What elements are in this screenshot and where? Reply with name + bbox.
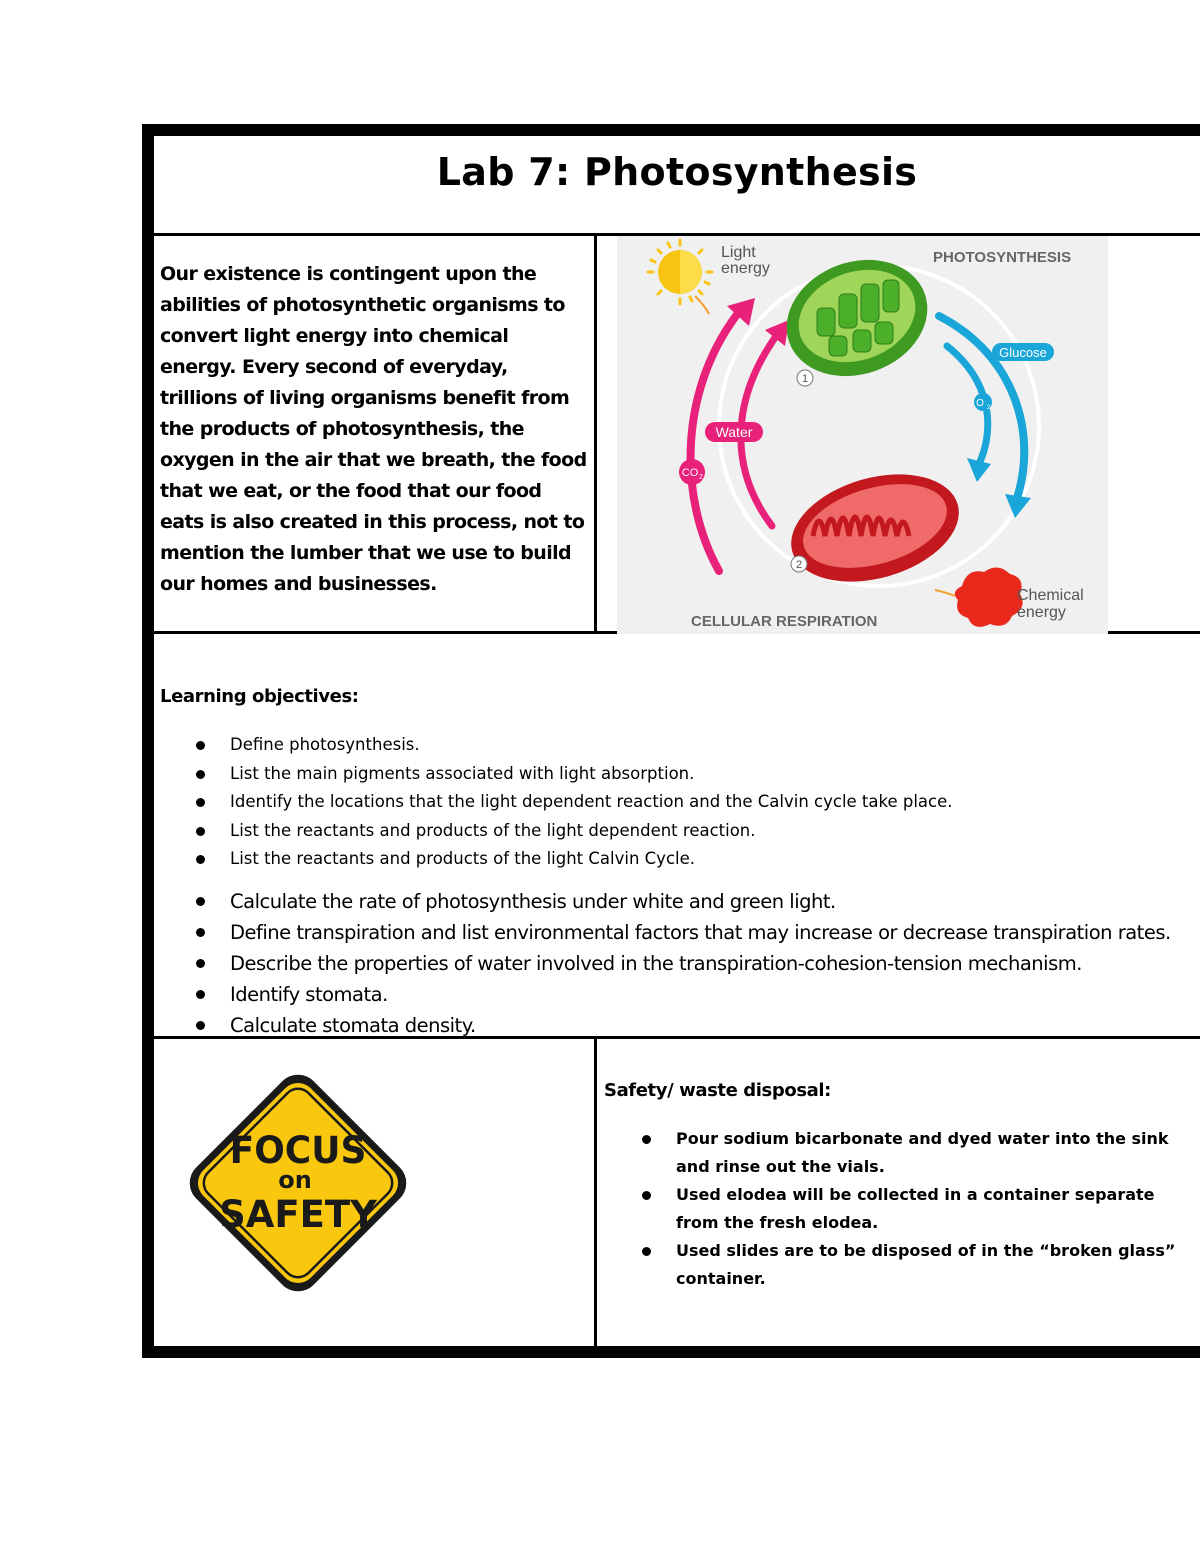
list-item: Describe the properties of water involved in the transpiration-cohesion-tension mechanism. <box>196 948 1171 979</box>
o2-subscript: 2 <box>987 405 991 411</box>
focus-on-safety-sign <box>175 1060 421 1306</box>
cellular-respiration-label: CELLULAR RESPIRATION <box>691 613 878 630</box>
learning-objectives-heading: Learning objectives: <box>160 686 359 707</box>
sign-line-focus: FOCUS <box>229 1128 367 1173</box>
list-item: List the reactants and products of the light Calvin Cycle. <box>196 845 953 874</box>
chemical-energy-label-1: Chemical <box>1017 587 1084 604</box>
learning-objectives-list-2 <box>196 886 1171 1041</box>
learning-objectives-list-1 <box>196 731 953 874</box>
list-item: List the reactants and products of the light dependent reaction. <box>196 817 953 846</box>
list-item: Identify stomata. <box>196 979 1171 1010</box>
chemical-energy-label-2: energy <box>1017 604 1066 621</box>
list-item: Identify the locations that the light dependent reaction and the Calvin cycle take place. <box>196 788 953 817</box>
step-2-label: 2 <box>795 559 803 571</box>
glucose-label: Glucose <box>999 345 1047 360</box>
intro-paragraph: Our existence is contingent upon the abilities of photosynthetic organisms to convert light energy into chemical energy. Every second of everyday, trillions of living organisms benefit from the products of photosynthesis, the oxygen in the air that we breath, the food that we eat, or the food that our food eats is also created in this process, not to mention the lumber that we use to build our homes and businesses. <box>160 263 587 595</box>
list-item: Used elodea will be collected in a container separate from the fresh elodea. <box>642 1181 1198 1237</box>
list-item: List the main pigments associated with light absorption. <box>196 760 953 789</box>
light-energy-label-1: Light <box>721 244 756 261</box>
co2-label: CO <box>681 467 699 479</box>
water-label: Water <box>715 424 753 440</box>
sign-line-safety: SAFETY <box>219 1193 377 1236</box>
step-1-label: 1 <box>801 373 809 385</box>
divider-vertical-top <box>594 233 597 634</box>
page-title: Lab 7: Photosynthesis <box>436 150 918 194</box>
o2-label: O <box>976 398 984 409</box>
divider-vertical-bottom <box>594 1036 597 1346</box>
light-energy-label-2: energy <box>721 260 770 277</box>
list-item: Calculate the rate of photosynthesis under white and green light. <box>196 886 1171 917</box>
sign-line-on: on <box>278 1166 312 1194</box>
safety-list <box>642 1125 1198 1293</box>
photosynthesis-label: PHOTOSYNTHESIS <box>933 249 1072 266</box>
list-item: Define transpiration and list environmental factors that may increase or decrease transpiration rates. <box>196 917 1171 948</box>
list-item: Calculate stomata density. <box>196 1010 1171 1041</box>
co2-subscript: 2 <box>699 474 703 481</box>
list-item: Used slides are to be disposed of in the “broken glass” container. <box>642 1237 1198 1293</box>
safety-heading: Safety/ waste disposal: <box>604 1080 831 1101</box>
list-item: Pour sodium bicarbonate and dyed water into the sink and rinse out the vials. <box>642 1125 1198 1181</box>
list-item: Define photosynthesis. <box>196 731 953 760</box>
photosynthesis-respiration-diagram <box>617 236 1108 634</box>
